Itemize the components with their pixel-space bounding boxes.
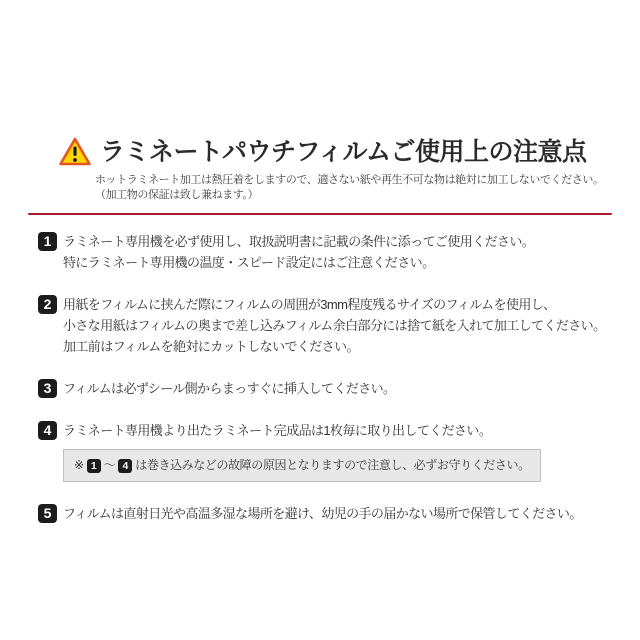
instruction-item-2 [38,294,640,357]
note-prefix: ※ [74,458,84,472]
instruction-item-5 [38,503,640,524]
item-number-badge-5: 5 [38,504,57,523]
note-badge-1: 1 [87,459,101,473]
note-badge-4: 4 [118,459,132,473]
instruction-item-3 [38,378,640,399]
item-2-line-2: 小さな用紙はフィルムの奥まで差し込みフィルム余白部分には捨て紙を入れて加工してください。 [63,318,606,333]
item-text-1 [63,231,534,273]
instruction-item-4 [38,420,640,482]
title-row [58,136,620,167]
note-text: は巻き込みなどの故障の原因となりますので注意し、必ずお守りください。 [135,458,530,472]
item-number-badge-4: 4 [38,421,57,440]
item-3-line-1: フィルムは必ずシール側からまっすぐに挿入してください。 [63,381,396,396]
note-tilde: ～ [103,458,116,472]
subtitle-line-2: （加工物の保証は致し兼ねます。） [95,189,259,201]
item-2-line-1: 用紙をフィルムに挟んだ際にフィルムの周囲が3mm程度残るサイズのフィルムを使用し、 [63,297,556,312]
item-number-badge-2: 2 [38,295,57,314]
red-divider [28,213,612,215]
subtitle [95,173,640,203]
item-number-badge-3: 3 [38,379,57,398]
item-text-2 [63,294,605,357]
item-1-line-2: 特にラミネート専用機の温度・スピード設定にはご注意ください。 [63,255,435,270]
instruction-list [38,231,640,524]
subtitle-line-1: ホットラミネート加工は熱圧着をしますので、適さない紙や再生不可な物は絶対に加工しないでください。 [95,174,604,186]
item-text-4 [63,420,541,482]
item-1-line-1: ラミネート専用機を必ず使用し、取扱説明書に記載の条件に添ってご使用ください。 [63,234,535,249]
item-4-line-1: ラミネート専用機より出たラミネート完成品は1枚毎に取り出してください。 [63,423,492,438]
page-title: ラミネートパウチフィルムご使用上の注意点 [100,137,587,166]
item-text-3 [63,378,395,399]
item-5-line-1: フィルムは直射日光や高温多湿な場所を避け、幼児の手の届かない場所で保管してください。 [63,506,582,521]
warning-icon [58,136,92,167]
instruction-item-1 [38,231,640,273]
notice-header [0,0,640,203]
item-2-line-3: 加工前はフィルムを絶対にカットしないでください。 [63,339,359,354]
item-text-5 [63,503,582,524]
note-box [63,449,541,482]
item-number-badge-1: 1 [38,232,57,251]
